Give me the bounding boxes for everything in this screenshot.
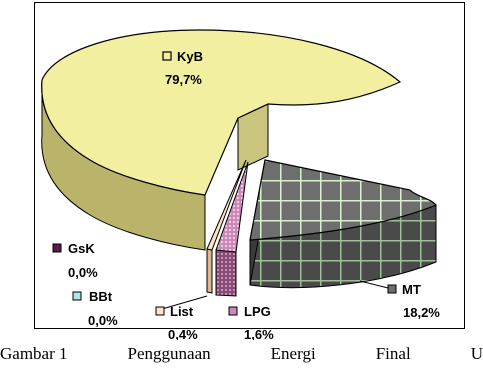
label-bbt [73,289,118,328]
label-gsk-value: 0,0% [68,265,98,280]
label-bbt-name: BBt [89,289,113,304]
caption-word: Final [375,344,411,363]
label-lpg-value: 1,6% [244,327,274,340]
label-lpg-name: LPG [244,304,271,319]
label-mt-name: MT [402,282,421,297]
figure-caption [0,344,483,378]
legend-swatch-kyb [163,52,171,60]
legend-swatch-list [156,307,164,315]
slice-list-side [207,249,212,293]
label-mt [388,282,440,320]
legend-swatch-lpg [229,307,237,315]
caption-word: U [470,344,483,363]
label-list-name: List [170,304,194,319]
caption-word: Gambar 1 [0,344,68,363]
slice-mt [250,160,436,288]
label-list [156,304,198,340]
caption-word: Energi [270,344,316,363]
label-mt-value: 18,2% [403,305,440,320]
label-kyb-name: KyB [177,49,204,64]
label-gsk-name: GsK [68,241,95,256]
legend-swatch-gsk [53,244,61,252]
label-kyb-value: 79,7% [165,72,202,87]
caption-word: Penggunaan [127,344,211,363]
leader-line-mt [360,281,388,288]
label-bbt-value: 0,0% [88,313,118,328]
legend-swatch-bbt [73,292,81,300]
slice-lpg [216,162,248,296]
label-lpg [229,304,274,340]
slice-lpg-side [216,250,236,296]
label-gsk [53,241,98,280]
slice-lpg-top [216,162,248,252]
legend-swatch-mt [388,285,396,293]
label-list-value: 0,4% [168,327,198,340]
